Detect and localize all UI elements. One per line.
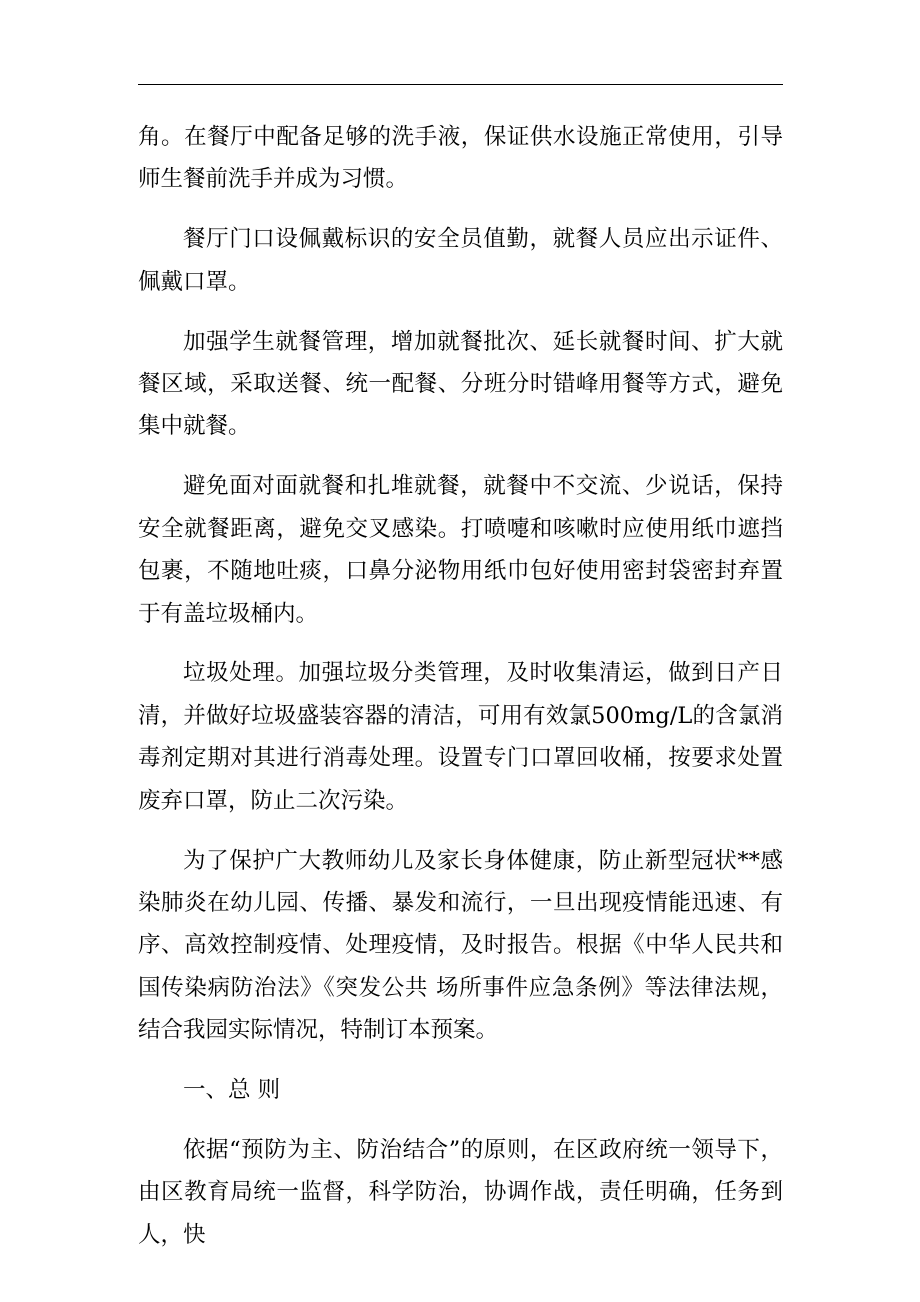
document-body	[138, 116, 783, 1256]
paragraph-dining-management: 加强学生就餐管理，增加就餐批次、延长就餐时间、扩大就餐区域，采取送餐、统一配餐、分班分时错峰用餐等方式，避免集中就餐。	[138, 328, 783, 440]
paragraph-safety-officer: 餐厅门口设佩戴标识的安全员值勤，就餐人员应出示证件、佩戴口罩。	[138, 226, 783, 295]
header-rule	[138, 84, 783, 85]
paragraph-plan-purpose: 为了保护广大教师幼儿及家长身体健康，防止新型冠状**感染肺炎在幼儿园、传播、暴发和流行，一旦出现疫情能迅速、有序、高效控制疫情、处理疫情，及时报告。根据《中华人民共和国传染病防治法》《突发公共 场所事件应急条例》等法律法规，结合我园实际情况，特制订本预案。	[138, 847, 783, 1044]
section-heading-general: 一、总 则	[183, 1077, 281, 1104]
paragraph-garbage-handling: 垃圾处理。加强垃圾分类管理，及时收集清运，做到日产日清，并做好垃圾盛装容器的清洁，可用有效氯500mg/L的含氯消毒剂定期对其进行消毒处理。设置专门口罩回收桶，按要求处置废弃口罩，防止二次污染。	[138, 660, 783, 814]
paragraph-principles: 依据“预防为主、防治结合”的原则，在区政府统一领导下，由区教育局统一监督，科学防治，协调作战，责任明确，任务到人，快	[138, 1137, 783, 1248]
paragraph-dining-distance: 避免面对面就餐和扎堆就餐，就餐中不交流、少说话，保持安全就餐距离，避免交叉感染。打喷嚏和咳嗽时应使用纸巾遮挡包裹，不随地吐痰，口鼻分泌物用纸巾包好使用密封袋密封弃置于有盖垃圾桶内。	[138, 473, 783, 627]
paragraph-handwashing: 角。在餐厅中配备足够的洗手液，保证供水设施正常使用，引导师生餐前洗手并成为习惯。	[138, 124, 783, 193]
